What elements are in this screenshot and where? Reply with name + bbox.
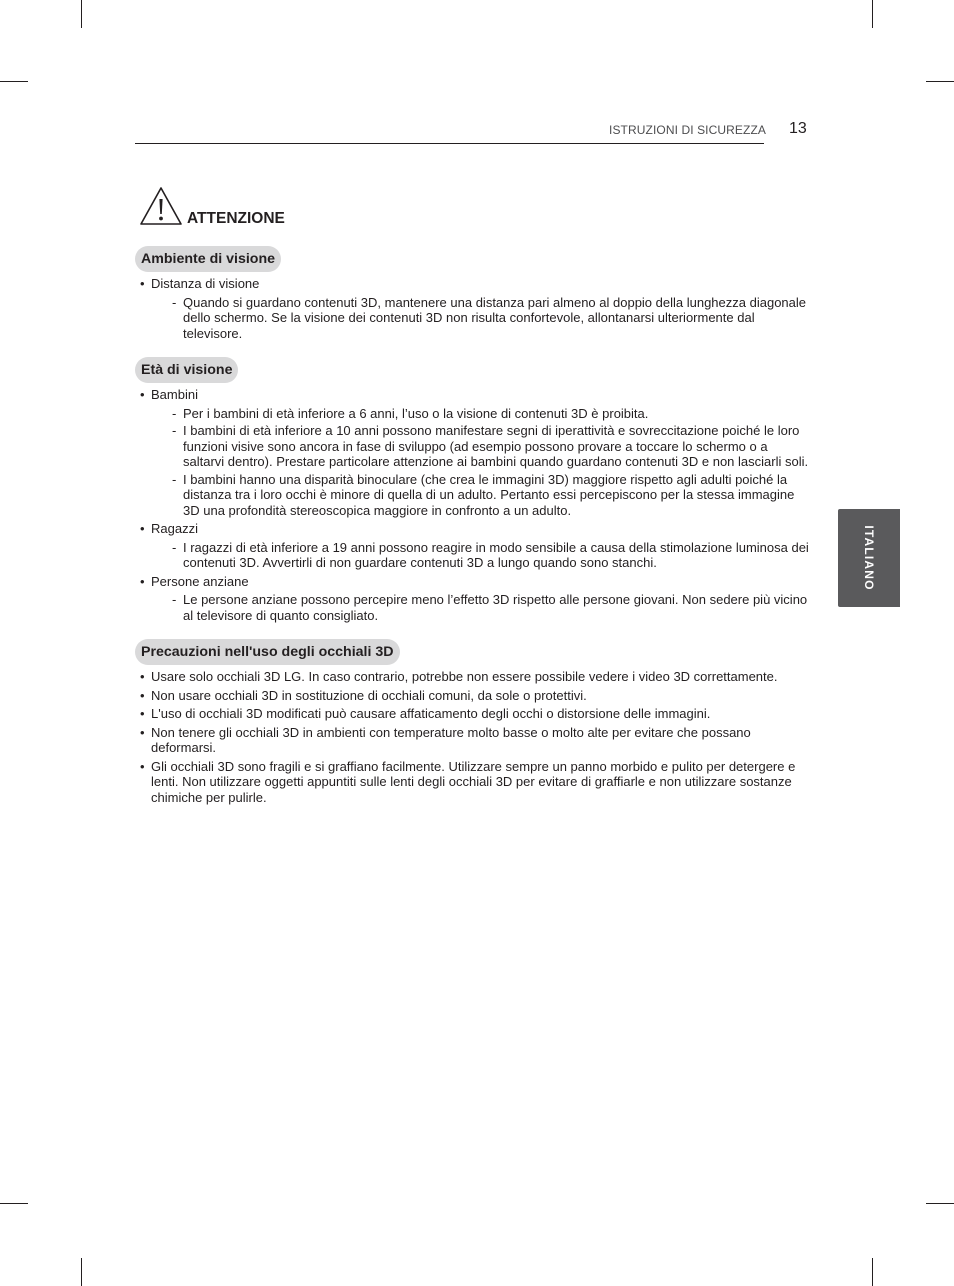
list-subitem: - I ragazzi di età inferiore a 19 anni possono reagire in modo sensibile a causa della stimolazione luminosa dei contenuti 3D. Avvertirli di non guardare contenuti 3D a lungo quando sono stanchi. (151, 540, 810, 571)
occhiali-list (135, 669, 810, 805)
section-heading-ambiente: Ambiente di visione (135, 246, 281, 272)
list-subitem: - I bambini hanno una disparità binoculare (che crea le immagini 3D) maggiore rispetto agli adulti poiché la distanza tra i loro occhi è minore di quella di un adulto. Pertanto essi percepiscono per la stessa immagine 3D una profondità stereoscopica maggiore in confronto a un adulto. (151, 472, 810, 519)
list-item: • Gli occhiali 3D sono fragili e si graffiano facilmente. Utilizzare sempre un panno morbido e pulito per detergere e lenti. Non utilizzare oggetti appuntiti sulle lenti degli occhiali 3D per evitare di graffiarle e non utilizzare sostanze chimiche per pulirle. (135, 759, 810, 806)
crop-mark (0, 1203, 28, 1204)
section-heading-eta: Età di visione (135, 357, 238, 383)
section-heading-occhiali: Precauzioni nell'uso degli occhiali 3D (135, 639, 400, 665)
warning-title: ATTENZIONE (187, 210, 285, 227)
list-item: • Distanza di visione - Quando si guardano contenuti 3D, mantenere una distanza pari almeno al doppio della lunghezza diagonale dello schermo. Se la visione dei contenuti 3D non risulta confortevole, allontanarsi ulteriormente dal televisore. (135, 276, 810, 341)
language-tab-label: ITALIANO (862, 525, 876, 591)
list-item: • Bambini - Per i bambini di età inferiore a 6 anni, l’uso o la visione di contenuti 3D è proibita. - I bambini di età inferiore a 10 anni possono manifestare segni di iperattività e sovreccitazione poiché le loro funzioni visive sono ancora in fase di sviluppo (ad esempio possono provare a toccare lo schermo o a saltarvi dentro). Prestare particolare attenzione ai bambini quando guardano contenuti 3D e non lasciarli soli. - I bambini hanno una disparità binoculare (che crea le immagini 3D) maggiore rispetto agli adulti poiché la distanza tra i loro occhi è minore di quella di un adulto. Pertanto essi percepiscono per la stessa immagine 3D una profondità stereoscopica maggiore in confronto a un adulto. (135, 387, 810, 518)
crop-mark (872, 0, 873, 28)
list-subitem: - I bambini di età inferiore a 10 anni possono manifestare segni di iperattività e sovreccitazione poiché le loro funzioni visive sono ancora in fase di sviluppo (ad esempio possono provare a toccare lo schermo o a saltarvi dentro). Prestare particolare attenzione ai bambini quando guardano contenuti 3D e non lasciarli soli. (151, 423, 810, 470)
list-item: • Non tenere gli occhiali 3D in ambienti con temperature molto basse o molto alte per evitare che possano deformarsi. (135, 725, 810, 756)
crop-mark (872, 1258, 873, 1286)
list-item: • Usare solo occhiali 3D LG. In caso contrario, potrebbe non essere possibile vedere i video 3D correttamente. (135, 669, 810, 685)
crop-mark (926, 81, 954, 82)
crop-mark (81, 1258, 82, 1286)
crop-mark (81, 0, 82, 28)
crop-mark (926, 1203, 954, 1204)
crop-mark (0, 81, 28, 82)
header-rule (135, 143, 764, 144)
list-item: • Persone anziane - Le persone anziane possono percepire meno l’effetto 3D rispetto alle persone giovani. Non sedere più vicino al televisore di quanto consigliato. (135, 574, 810, 624)
safety-content (135, 246, 810, 805)
language-tab (838, 509, 900, 607)
running-header: ISTRUZIONI DI SICUREZZA (609, 123, 766, 137)
list-subitem: - Le persone anziane possono percepire meno l’effetto 3D rispetto alle persone giovani. Non sedere più vicino al televisore di quanto consigliato. (151, 592, 810, 623)
list-item: • Ragazzi - I ragazzi di età inferiore a 19 anni possono reagire in modo sensibile a causa della stimolazione luminosa dei contenuti 3D. Avvertirli di non guardare contenuti 3D a lungo quando sono stanchi. (135, 521, 810, 571)
warning-triangle-icon (139, 186, 183, 226)
list-item: • Non usare occhiali 3D in sostituzione di occhiali comuni, da sole o protettivi. (135, 688, 810, 704)
page-number: 13 (789, 120, 807, 137)
list-subitem: - Quando si guardano contenuti 3D, mantenere una distanza pari almeno al doppio della lunghezza diagonale dello schermo. Se la visione dei contenuti 3D non risulta confortevole, allontanarsi ulteriormente dal televisore. (151, 295, 810, 342)
eta-list (135, 387, 810, 623)
list-item: • L'uso di occhiali 3D modificati può causare affaticamento degli occhi o distorsione delle immagini. (135, 706, 810, 722)
ambiente-list (135, 276, 810, 341)
list-subitem: - Per i bambini di età inferiore a 6 anni, l’uso o la visione di contenuti 3D è proibita. (151, 406, 810, 422)
